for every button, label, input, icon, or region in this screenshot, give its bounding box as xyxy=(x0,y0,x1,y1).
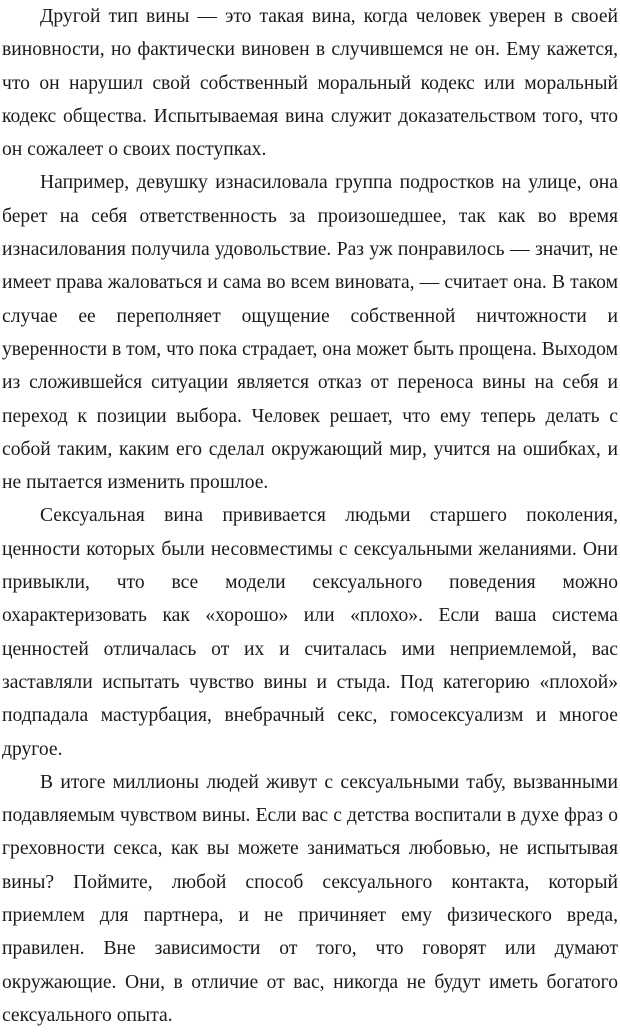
paragraph-guilt-type: Другой тип вины — это такая вина, когда человек уверен в своей виновности, но фактически виновен в случившемся не он. Ему кажется, что он нарушил свой собственный моральный кодекс или моральный кодекс общества. Испытываемая вина служит доказательством того, что он сожалеет о своих поступках. xyxy=(2,6,618,161)
paragraph-taboos: В итоге миллионы людей живут с сексуальными табу, вызванными подавляемым чувством вины. Если вас с детства воспитали в духе фраз о греховности секса, как вы можете заниматься любовью, не испытывая вины? Поймите, любой способ сексуального контакта, который приемлем для партнера, и не причиняет ему физического вреда, правилен. Вне зависимости от того, что говорят или думают окружающие. Они, в отличие от вас, никогда не будут иметь богатого сексуального опыта. xyxy=(2,771,618,1026)
paragraph-sexual-guilt: Сексуальная вина прививается людьми старшего поколения, ценности которых были несовместимы с сексуальными желаниями. Они привыкли, что все модели сексуального поведения можно охарактеризовать как «хорошо» или «плохо». Если ваша система ценностей отличалась от их и считалась ими неприемлемой, вас заставляли испытать чувство вины и стыда. Под категорию «плохой» подпадала мастурбация, внебрачный секс, гомосексуализм и многое другое. xyxy=(2,505,618,760)
paragraph-example: Например, девушку изнасиловала группа подростков на улице, она берет на себя ответственность за произошедшее, так как во время изнасилования получила удовольствие. Раз уж понравилось — значит, не имеет права жаловаться и сама во всем виновата, — считает она. В таком случае ее переполняет ощущение собственной ничтожности и уверенности в том, что пока страдает, она может быть прощена. Выходом из сложившейся ситуации является отказ от переноса вины на себя и переход к позиции выбора. Человек решает, что ему теперь делать с собой таким, каким его сделал окружающий мир, учится на ошибках, и не пытается изменить прошлое. xyxy=(2,172,618,494)
